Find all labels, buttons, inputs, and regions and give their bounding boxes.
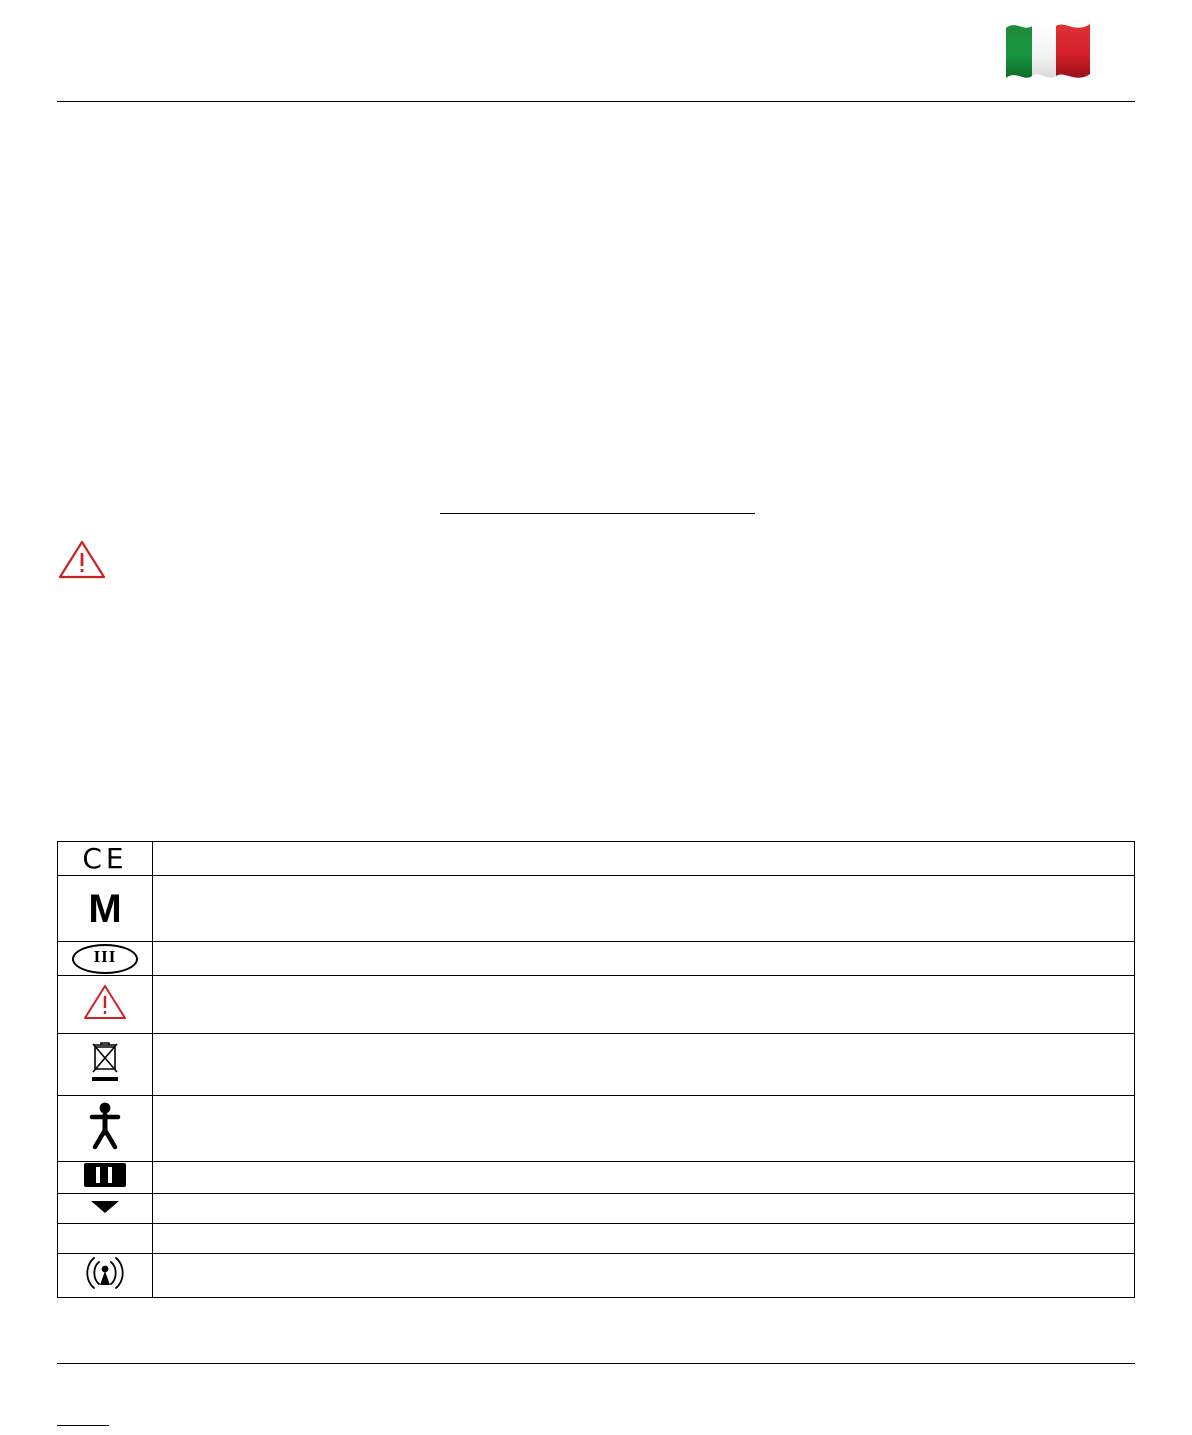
- symbol-description: [153, 1162, 1135, 1194]
- battery-icon: [58, 1162, 153, 1194]
- weee-crossed-bin-icon: [58, 1034, 153, 1096]
- rf-radiation-icon: [58, 1254, 153, 1298]
- footer-fragment: [57, 1425, 109, 1426]
- battery-glyph: [84, 1163, 126, 1187]
- triangle-down-icon: [58, 1194, 153, 1224]
- empty-symbol-cell: [58, 1224, 153, 1254]
- table-row: [58, 976, 1135, 1034]
- document-body: [57, 110, 1135, 810]
- symbol-description: [153, 1194, 1135, 1224]
- table-row: [58, 1096, 1135, 1162]
- symbol-description: [153, 1096, 1135, 1162]
- type-b-applied-part-icon: [58, 1096, 153, 1162]
- table-row: [58, 1254, 1135, 1298]
- symbol-description: [153, 1224, 1135, 1254]
- symbols-table: [57, 841, 1135, 1298]
- ce-mark-label: CE: [82, 842, 128, 875]
- section-underline: [440, 513, 755, 514]
- table-row: [58, 876, 1135, 942]
- warning-triangle-icon: [57, 538, 107, 580]
- symbol-description: [153, 1034, 1135, 1096]
- metrology-m-label: M: [88, 886, 122, 931]
- class-iii-icon: [58, 942, 153, 976]
- table-row: [58, 1194, 1135, 1224]
- table-row: [58, 1224, 1135, 1254]
- table-row: [58, 842, 1135, 876]
- metrology-m-icon: [58, 876, 153, 942]
- table-row: [58, 1034, 1135, 1096]
- symbol-description: [153, 842, 1135, 876]
- symbol-description: [153, 976, 1135, 1034]
- triangle-down-glyph: [91, 1201, 119, 1213]
- table-row: [58, 942, 1135, 976]
- italy-flag-icon: [1000, 18, 1096, 84]
- table-row: [58, 1162, 1135, 1194]
- symbol-description: [153, 876, 1135, 942]
- header-divider: [57, 101, 1135, 102]
- footer-divider: [57, 1363, 1135, 1364]
- ce-mark-icon: [58, 842, 153, 876]
- warning-triangle-icon: [58, 976, 153, 1034]
- symbol-description: [153, 1254, 1135, 1298]
- class-iii-label: III: [72, 944, 138, 974]
- symbol-description: [153, 942, 1135, 976]
